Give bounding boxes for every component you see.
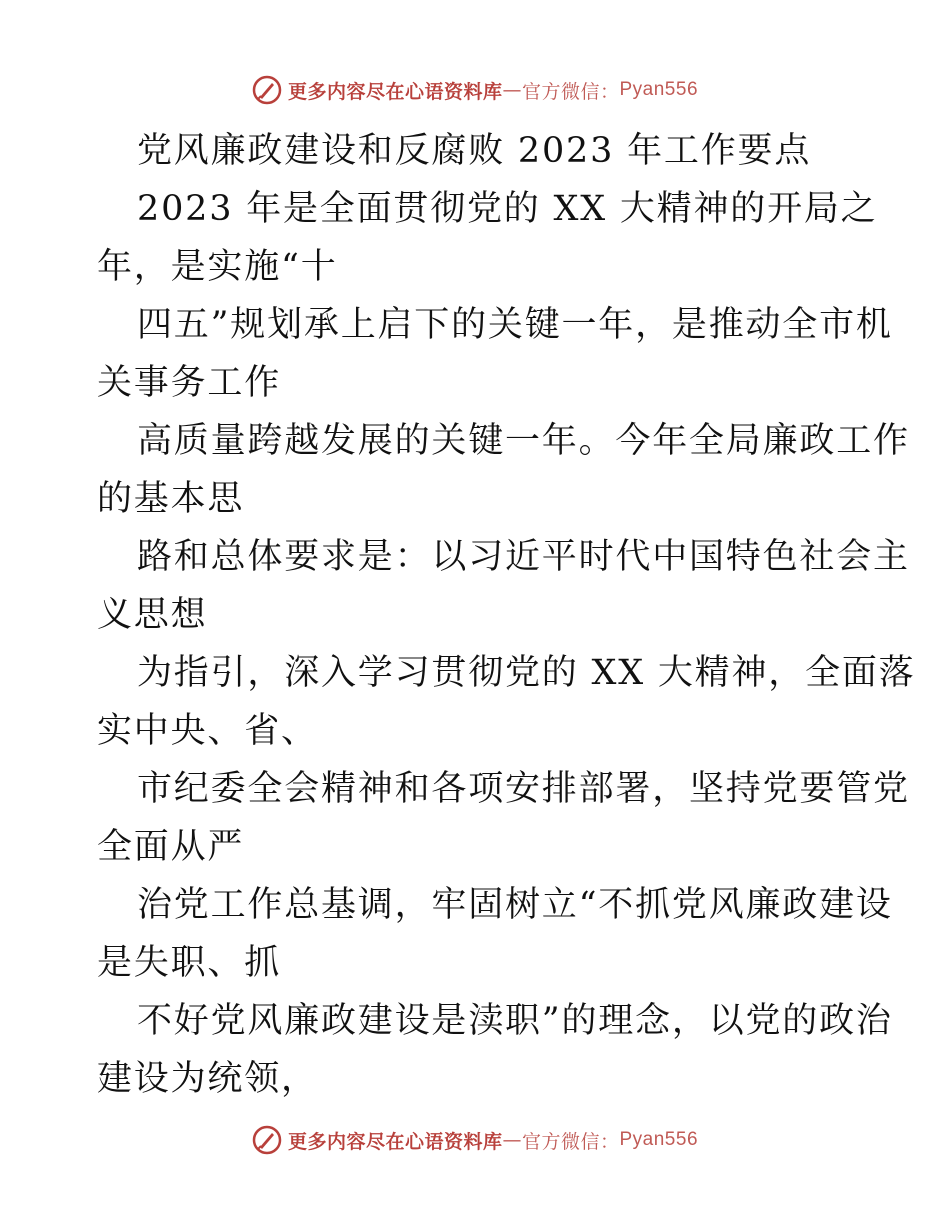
text-line: 建设为统领， — [97, 1059, 318, 1099]
watermark-main-text: 更多内容尽在心语资料库 — [287, 1130, 503, 1153]
text-line: 的基本思 — [97, 479, 245, 519]
watermark-dash: — — [502, 1129, 522, 1151]
text-line: 高质量跨越发展的关键一年。今年全局廉政工作 — [137, 421, 910, 461]
document-body — [97, 122, 916, 1108]
text-line: 义思想 — [97, 595, 208, 635]
watermark-dash: — — [502, 79, 522, 101]
quill-logo-icon — [252, 75, 282, 105]
watermark-handle: Pyan556 — [619, 1129, 699, 1150]
text-line: 全面从严 — [97, 827, 245, 867]
text-line: 为指引，深入学习贯彻党的 XX 大精神，全面落 — [137, 653, 916, 693]
header-watermark — [0, 70, 950, 110]
text-line: 2023 年是全面贯彻党的 XX 大精神的开局之 — [137, 189, 878, 229]
watermark-handle: Pyan556 — [619, 79, 699, 100]
watermark-sub-text: 官方微信： — [521, 80, 620, 103]
text-line: 关事务工作 — [97, 363, 282, 403]
footer-watermark — [0, 1120, 950, 1160]
text-line: 实中央、省、 — [97, 711, 318, 751]
text-line: 治党工作总基调，牢固树立“不抓党风廉政建设 — [137, 885, 893, 925]
quill-logo-icon — [252, 1125, 282, 1155]
text-line: 不好党风廉政建设是渎职”的理念，以党的政治 — [137, 1001, 893, 1041]
watermark-sub-text: 官方微信： — [521, 1130, 620, 1153]
text-line: 市纪委全会精神和各项安排部署，坚持党要管党 — [137, 769, 910, 809]
text-line: 年，是实施“十 — [97, 247, 338, 287]
text-line: 四五”规划承上启下的关键一年，是推动全市机 — [137, 305, 893, 345]
watermark-main-text: 更多内容尽在心语资料库 — [287, 80, 503, 103]
text-line: 是失职、抓 — [97, 943, 282, 983]
document-title: 党风廉政建设和反腐败 2023 年工作要点 — [137, 131, 812, 171]
text-line: 路和总体要求是：以习近平时代中国特色社会主 — [137, 537, 910, 577]
